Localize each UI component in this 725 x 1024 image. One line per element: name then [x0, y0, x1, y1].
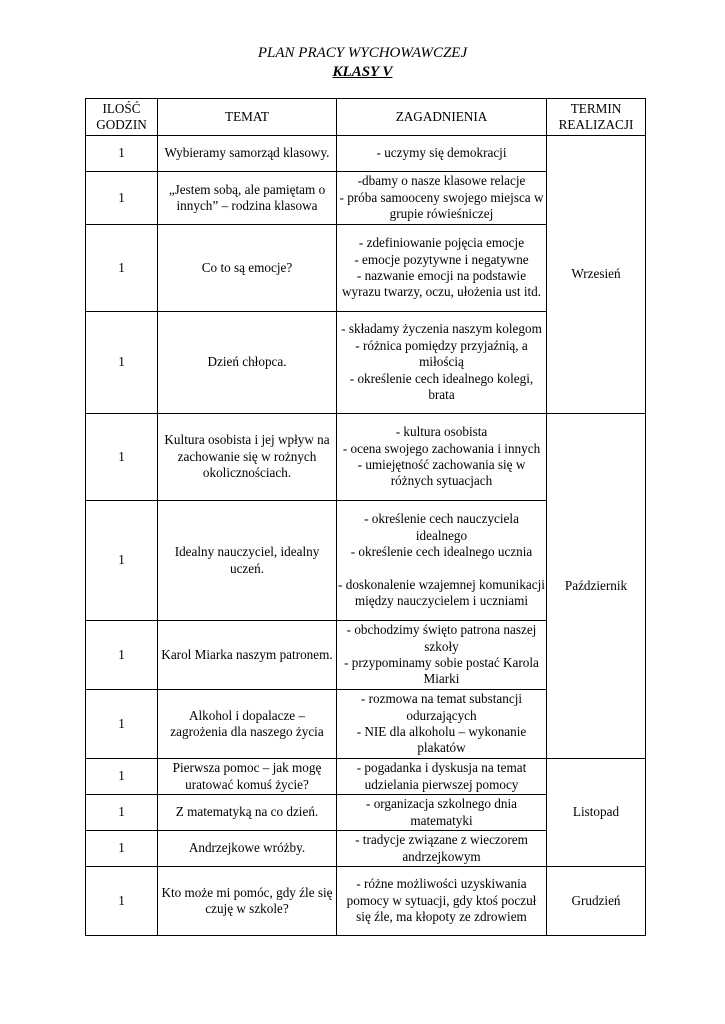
- plan-table: [85, 98, 646, 936]
- cell-line: [338, 561, 545, 577]
- cell-line: - przypominamy sobie postać Karola Miarki: [344, 655, 539, 687]
- issues-cell: [337, 795, 547, 831]
- hours-cell: 1: [86, 501, 158, 621]
- table-row: [86, 414, 646, 501]
- cell-line: -dbamy o nasze klasowe relacje: [357, 173, 526, 189]
- cell-line: - NIE dla alkoholu – wykonanie plakatów: [356, 724, 527, 756]
- topic-cell: Kultura osobista i jej wpływ na zachowanie się w rożnych okolicznościach.: [158, 414, 337, 501]
- cell-line: - uczymy się demokracji: [376, 145, 507, 161]
- cell-line: - określenie cech nauczyciela idealnego: [364, 511, 519, 543]
- topic-cell: Alkohol i dopalacze – zagrożenia dla naszego życia: [158, 690, 337, 759]
- term-cell-november: Listopad: [547, 759, 646, 867]
- header-topic: TEMAT: [158, 99, 337, 136]
- hours-cell: 1: [86, 312, 158, 414]
- cell-line: - pogadanka i dyskusja na temat udzielania pierwszej pomocy: [356, 760, 527, 792]
- cell-line: - kultura osobista: [395, 424, 488, 440]
- issues-cell: [337, 690, 547, 759]
- cell-line: - doskonalenie wzajemnej komunikacji między nauczycielem i uczniami: [338, 576, 545, 609]
- cell-line: - umiejętność zachowania się w różnych sytuacjach: [357, 457, 526, 489]
- cell-line: - różne możliwości uzyskiwania pomocy w sytuacji, gdy ktoś poczuł się źle, ma kłopoty ze zdrowiem: [346, 876, 537, 925]
- term-cell-october: Październik: [547, 414, 646, 759]
- hours-cell: 1: [86, 831, 158, 867]
- cell-line: - obchodzimy święto patrona naszej szkoły: [346, 622, 537, 654]
- hours-cell: 1: [86, 759, 158, 795]
- table-row: [86, 867, 646, 936]
- cell-line: - nazwanie emocji na podstawie wyrazu twarzy, oczu, ułożenia ust itd.: [341, 268, 542, 300]
- cell-line: ILOŚĆ: [102, 100, 141, 116]
- cell-line: - rozmowa na temat substancji odurzających: [360, 691, 523, 723]
- topic-cell: Kto może mi pomóc, gdy źle się czuję w szkole?: [158, 867, 337, 936]
- hours-cell: 1: [86, 867, 158, 936]
- table-body: [86, 136, 646, 936]
- issues-cell: [337, 312, 547, 414]
- cell-line: - zdefiniowanie pojęcia emocje: [358, 235, 525, 251]
- topic-cell: Z matematyką na co dzień.: [158, 795, 337, 831]
- cell-line: - emocje pozytywne i negatywne: [354, 251, 529, 267]
- hours-cell: 1: [86, 690, 158, 759]
- topic-cell: Co to są emocje?: [158, 225, 337, 312]
- cell-line: - ocena swojego zachowania i innych: [342, 440, 541, 456]
- issues-cell: [337, 414, 547, 501]
- hours-cell: 1: [86, 795, 158, 831]
- topic-cell: Idealny nauczyciel, idealny uczeń.: [158, 501, 337, 621]
- topic-cell: „Jestem sobą, ale pamiętam o innych” – rodzina klasowa: [158, 172, 337, 225]
- topic-cell: Andrzejkowe wróżby.: [158, 831, 337, 867]
- topic-cell: Wybieramy samorząd klasowy.: [158, 136, 337, 172]
- cell-line: - organizacja szkolnego dnia matematyki: [366, 796, 517, 828]
- cell-line: - określenie cech idealnego kolegi, brata: [349, 370, 534, 403]
- document-subtitle: KLASY V: [332, 64, 393, 80]
- issues-cell: [337, 867, 547, 936]
- issues-cell: [337, 621, 547, 690]
- cell-line: - próba samooceny swojego miejsca w grupie rówieśniczej: [339, 189, 544, 222]
- cell-line: - różnica pomiędzy przyjaźnią, a miłością: [355, 337, 528, 370]
- hours-cell: 1: [86, 225, 158, 312]
- header-row: [86, 99, 646, 136]
- header-term: [547, 99, 646, 136]
- issues-cell: [337, 831, 547, 867]
- cell-line: REALIZACJI: [558, 117, 634, 132]
- hours-cell: 1: [86, 136, 158, 172]
- table-row: [86, 759, 646, 795]
- cell-line: - określenie cech idealnego ucznia: [350, 544, 533, 560]
- issues-cell: [337, 501, 547, 621]
- topic-cell: Karol Miarka naszym patronem.: [158, 621, 337, 690]
- issues-cell: [337, 759, 547, 795]
- table-header: [86, 99, 646, 136]
- table-row: [86, 136, 646, 172]
- document-title: PLAN PRACY WYCHOWAWCZEJ: [257, 45, 468, 61]
- topic-cell: Pierwsza pomoc – jak mogę uratować komuś życie?: [158, 759, 337, 795]
- issues-cell: [337, 136, 547, 172]
- issues-cell: [337, 172, 547, 225]
- term-cell-december: Grudzień: [547, 867, 646, 936]
- hours-cell: 1: [86, 172, 158, 225]
- issues-cell: [337, 225, 547, 312]
- cell-line: - tradycje związane z wieczorem andrzejkowym: [355, 832, 528, 864]
- cell-line: GODZIN: [96, 117, 147, 132]
- header-issues: ZAGADNIENIA: [337, 99, 547, 136]
- cell-line: - składamy życzenia naszym kolegom: [341, 321, 542, 337]
- cell-line: TERMIN: [570, 100, 622, 116]
- hours-cell: 1: [86, 621, 158, 690]
- topic-cell: Dzień chłopca.: [158, 312, 337, 414]
- term-cell-september: Wrzesień: [547, 136, 646, 414]
- header-hours: [86, 99, 158, 136]
- hours-cell: 1: [86, 414, 158, 501]
